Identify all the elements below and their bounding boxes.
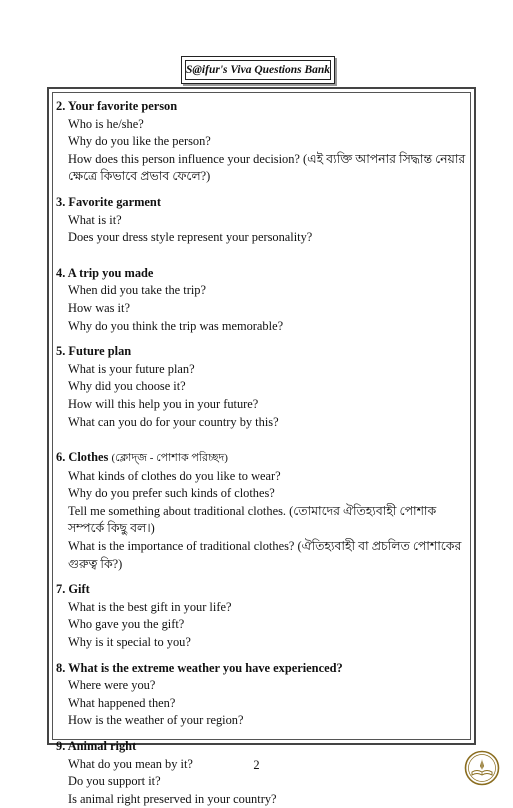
question-section (56, 98, 466, 186)
question-item: What is the importance of traditional clothes? (ঐতিহ্যবাহী বা প্রচলিত পোশাকের গুরুত্ব কি?) (68, 539, 462, 571)
section-subtitle: (ক্লোদ্‌জ - পোশাক পরিচ্ছদ) (111, 452, 228, 465)
question-section (56, 660, 466, 730)
section-title (56, 194, 466, 212)
question-section (56, 581, 466, 651)
section-title-text: 6. Clothes (56, 450, 109, 465)
section-title-text: 2. Your favorite person (56, 99, 178, 113)
question-item: What kinds of clothes do you like to wear? (68, 468, 281, 483)
section-title (56, 581, 466, 599)
section-title (56, 738, 466, 756)
section-title-text: 8. What is the extreme weather you have experienced? (56, 660, 343, 675)
question-item: What is your future plan? (68, 361, 195, 376)
section-title (56, 449, 466, 468)
question-item: What can you do for your country by this? (68, 414, 279, 429)
book-pen-emblem-icon (464, 750, 500, 786)
page-number: 2 (253, 758, 260, 772)
question-item: How does this person influence your decision? (এই ব্যক্তি আপনার সিদ্ধান্ত নেয়ার ক্ষেত্রে কিভাবে প্রভাব ফেলে?) (68, 151, 466, 184)
section-title-text: 5. Future plan (56, 344, 132, 359)
question-item: Who gave you the gift? (68, 617, 185, 632)
section-title-text: 4. A trip you made (56, 265, 154, 280)
header-banner (181, 56, 335, 84)
header-title: S@ifur's Viva Questions Bank (185, 60, 331, 80)
question-item: Who is he/she? (68, 116, 144, 131)
question-item: How is the weather of your region? (68, 713, 244, 728)
question-item: Why is it special to you? (68, 635, 191, 650)
question-section (56, 343, 466, 431)
question-item: Does your dress style represent your personality? (68, 230, 313, 245)
question-item: Tell me something about traditional clothes. (তোমাদের ঐতিহ্যবাহী পোশাক সম্পর্কে কিছু বল।) (68, 503, 437, 536)
question-item: Why do you like the person? (68, 134, 211, 149)
section-title (56, 660, 466, 678)
question-item: Why do you think the trip was memorable? (68, 318, 284, 333)
question-item: What is the best gift in your life? (68, 599, 232, 614)
question-item: What happened then? (68, 695, 176, 710)
section-title (56, 98, 466, 116)
question-section (56, 738, 466, 808)
question-section (56, 194, 466, 247)
section-title-text: 9. Animal right (56, 739, 137, 753)
question-item: What is it? (68, 212, 122, 227)
section-title (56, 343, 466, 361)
question-list (56, 98, 466, 808)
question-item: Do you support it? (68, 774, 161, 789)
question-item: Where were you? (68, 678, 156, 693)
question-section (56, 265, 466, 335)
question-section (56, 449, 466, 573)
question-item: When did you take the trip? (68, 283, 206, 298)
question-item: How will this help you in your future? (68, 396, 259, 411)
question-item: Why did you choose it? (68, 379, 186, 394)
question-item: Why do you prefer such kinds of clothes? (68, 486, 275, 501)
section-title-text: 7. Gift (56, 582, 90, 597)
question-item: How was it? (68, 300, 130, 315)
question-item: Is animal right preserved in your country? (68, 791, 277, 806)
section-title-text: 3. Favorite garment (56, 194, 161, 209)
question-item: What do you mean by it? (68, 756, 193, 771)
section-title (56, 265, 466, 283)
